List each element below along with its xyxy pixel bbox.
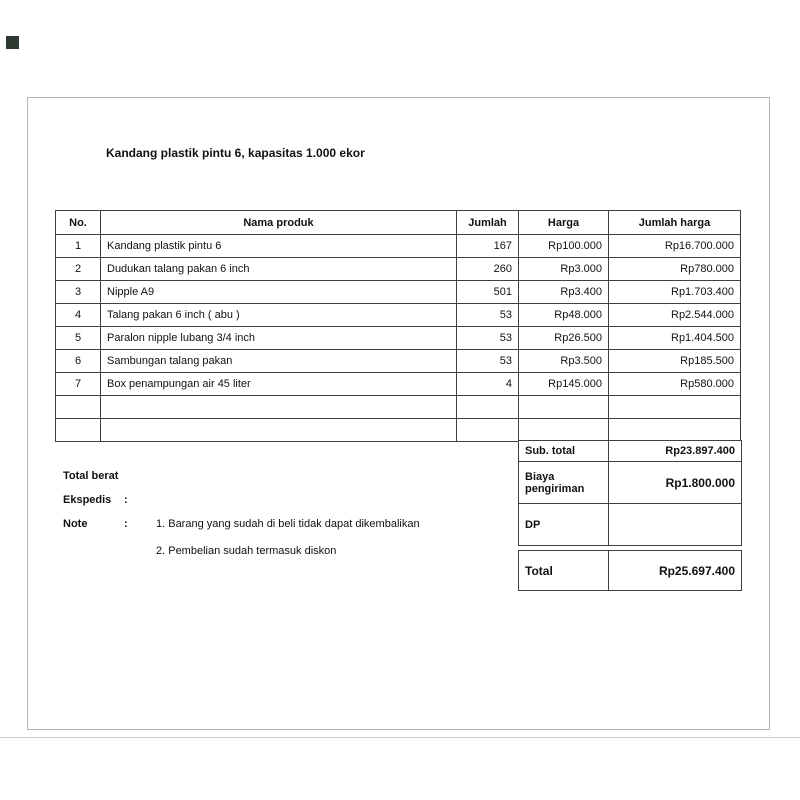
expedition-label: Ekspedis [63,494,112,506]
header-total: Jumlah harga [609,211,741,235]
cell-qty: 53 [457,327,519,350]
cell-price [519,396,609,419]
shipping-label: Biaya pengiriman [519,462,609,503]
total-weight-label: Total berat [63,470,119,482]
total-value: Rp25.697.400 [658,563,735,578]
document-sheet [27,97,770,730]
cell-name: Sambungan talang pakan [101,350,457,373]
cell-qty: 53 [457,304,519,327]
cell-total [609,419,741,442]
cell-price: Rp48.000 [519,304,609,327]
cell-name [101,419,457,442]
document-title: Kandang plastik pintu 6, kapasitas 1.000 ekor [106,146,365,160]
cell-qty: 53 [457,350,519,373]
cell-total: Rp1.703.400 [609,281,741,304]
cell-name: Kandang plastik pintu 6 [101,235,457,258]
table-row [56,281,741,304]
cell-total: Rp185.500 [609,350,741,373]
dp-label: DP [519,504,609,545]
table-row [56,350,741,373]
cell-price: Rp3.400 [519,281,609,304]
header-no: No. [56,211,101,235]
dp-value [609,504,741,545]
table-row [56,304,741,327]
cell-qty: 167 [457,235,519,258]
cell-no: 4 [56,304,101,327]
cell-total: Rp2.544.000 [609,304,741,327]
table-row [56,327,741,350]
cell-qty [457,396,519,419]
note-label: Note [63,518,88,530]
cell-name [101,396,457,419]
cell-name: Nipple A9 [101,281,457,304]
cell-total: Rp16.700.000 [609,235,741,258]
cell-no: 5 [56,327,101,350]
cell-total: Rp580.000 [609,373,741,396]
total-row [518,550,742,591]
cell-name: Dudukan talang pakan 6 inch [101,258,457,281]
table-row [56,235,741,258]
bottom-divider [0,737,800,738]
header-price: Harga [519,211,609,235]
cell-price: Rp145.000 [519,373,609,396]
expedition-colon: : [124,494,128,506]
table-row [56,373,741,396]
cell-no: 1 [56,235,101,258]
cell-no [56,396,101,419]
cell-name: Talang pakan 6 inch ( abu ) [101,304,457,327]
cell-name: Box penampungan air 45 liter [101,373,457,396]
subtotal-label: Sub. total [519,441,609,461]
cell-no [56,419,101,442]
shipping-value: Rp1.800.000 [665,475,735,490]
cell-qty: 501 [457,281,519,304]
cell-total: Rp1.404.500 [609,327,741,350]
cell-price: Rp3.000 [519,258,609,281]
cell-no: 2 [56,258,101,281]
header-name: Nama produk [101,211,457,235]
cell-no: 6 [56,350,101,373]
note-line-2: 2. Pembelian sudah termasuk diskon [156,545,337,557]
cell-qty: 260 [457,258,519,281]
cell-price [519,419,609,442]
cell-name: Paralon nipple lubang 3/4 inch [101,327,457,350]
cell-total: Rp780.000 [609,258,741,281]
cell-total [609,396,741,419]
cell-price: Rp26.500 [519,327,609,350]
cell-price: Rp100.000 [519,235,609,258]
items-table [55,210,741,442]
table-header-row [56,211,741,235]
shipping-row [518,461,742,504]
subtotal-value: Rp23.897.400 [665,445,735,457]
note-colon: : [124,518,128,530]
table-row-empty [56,419,741,442]
table-row [56,258,741,281]
note-line-1: 1. Barang yang sudah di beli tidak dapat dikembalikan [156,518,420,530]
cell-price: Rp3.500 [519,350,609,373]
cell-qty: 4 [457,373,519,396]
cell-no: 3 [56,281,101,304]
dp-row [518,503,742,546]
total-label: Total [519,551,609,590]
summary-table [518,441,742,591]
subtotal-row [518,440,742,462]
corner-mark [6,36,19,49]
cell-no: 7 [56,373,101,396]
table-row-empty [56,396,741,419]
header-qty: Jumlah [457,211,519,235]
cell-qty [457,419,519,442]
